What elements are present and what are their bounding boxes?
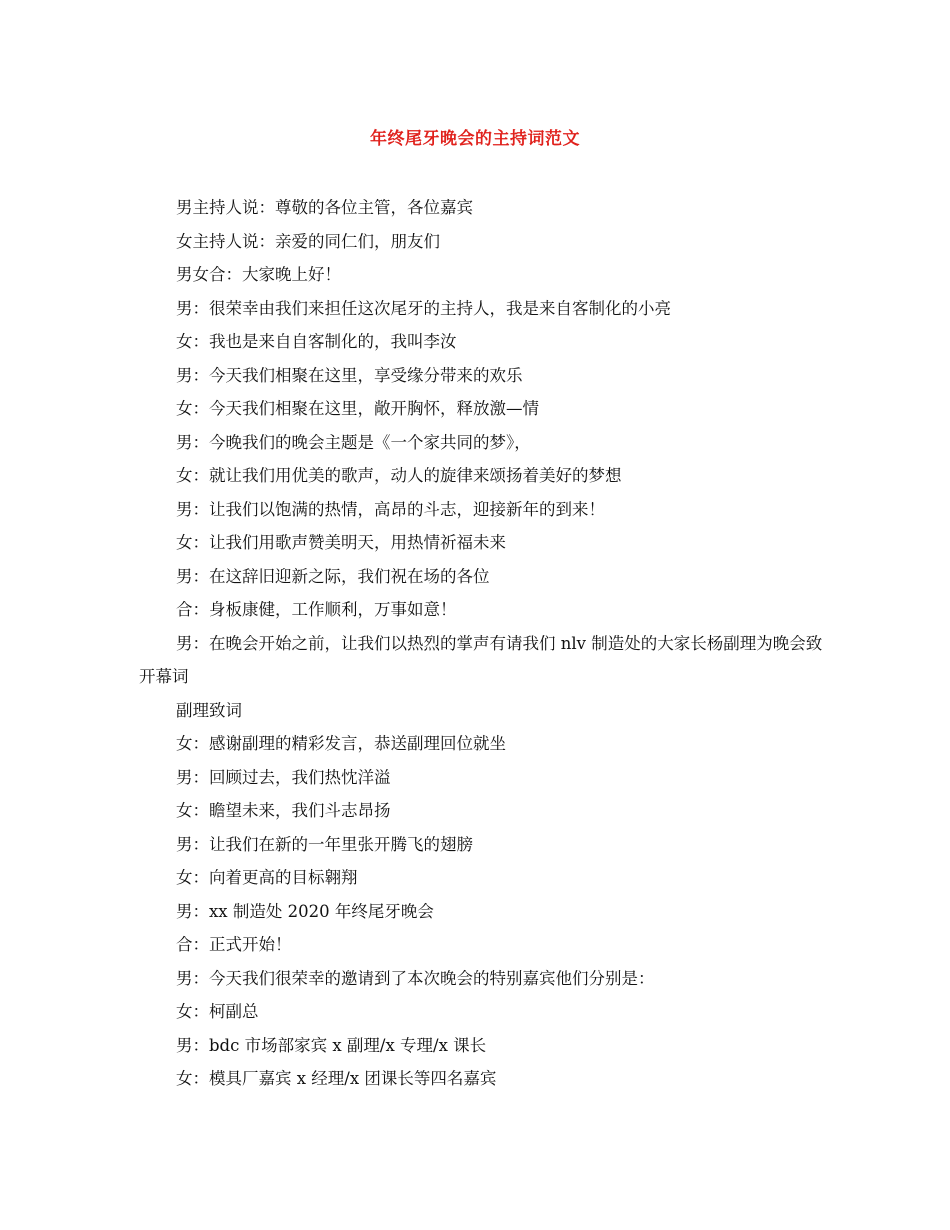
document-body — [139, 191, 829, 1096]
paragraph: 合：身板康健，工作顺利，万事如意！ — [176, 600, 457, 619]
paragraph: 男：很荣幸由我们来担任这次尾牙的主持人，我是来自客制化的小亮 — [176, 298, 671, 318]
paragraph: 男：今天我们相聚在这里，享受缘分带来的欢乐 — [176, 365, 523, 385]
paragraph: 女：瞻望未来，我们斗志昂扬 — [176, 801, 391, 820]
paragraph: 男：在这辞旧迎新之际，我们祝在场的各位 — [176, 566, 490, 586]
paragraph: 女：柯副总 — [176, 1002, 259, 1021]
paragraph: 女：今天我们相聚在这里，敞开胸怀，释放激—情 — [176, 399, 539, 418]
paragraph: 女：就让我们用优美的歌声，动人的旋律来颂扬着美好的梦想 — [176, 466, 622, 485]
paragraph: 男：xx 制造处 2020 年终尾牙晚会 — [176, 901, 434, 921]
paragraph: 男女合：大家晚上好！ — [176, 265, 341, 284]
paragraph: 男：让我们以饱满的热情，高昂的斗志，迎接新年的到来！ — [176, 499, 605, 519]
paragraph: 女：感谢副理的精彩发言，恭送副理回位就坐 — [176, 734, 506, 753]
paragraph: 男：在晚会开始之前，让我们以热烈的掌声有请我们 nlv 制造处的大家长杨副理为晚会致开幕词 — [139, 633, 823, 686]
paragraph: 女：我也是来自自客制化的，我叫李汝 — [176, 332, 457, 351]
paragraph: 女：模具厂嘉宾 x 经理/x 团课长等四名嘉宾 — [176, 1069, 497, 1088]
paragraph: 女主持人说：亲爱的同仁们，朋友们 — [176, 231, 440, 251]
paragraph: 女：向着更高的目标翱翔 — [176, 868, 358, 887]
paragraph: 副理致词 — [176, 700, 242, 720]
paragraph: 男：今天我们很荣幸的邀请到了本次晚会的特别嘉宾他们分别是： — [176, 968, 655, 988]
paragraph: 男主持人说：尊敬的各位主管，各位嘉宾 — [176, 198, 473, 217]
paragraph: 男：今晚我们的晚会主题是《一个家共同的梦》， — [176, 432, 531, 452]
paragraph: 合：正式开始！ — [176, 935, 292, 954]
paragraph: 女：让我们用歌声赞美明天，用热情祈福未来 — [176, 533, 506, 552]
paragraph: 男：bdc 市场部家宾 x 副理/x 专理/x 课长 — [176, 1035, 487, 1055]
document-title: 年终尾牙晚会的主持词范文 — [370, 129, 580, 149]
paragraph: 男：回顾过去，我们热忱洋溢 — [176, 767, 391, 787]
paragraph: 男：让我们在新的一年里张开腾飞的翅膀 — [176, 834, 473, 854]
